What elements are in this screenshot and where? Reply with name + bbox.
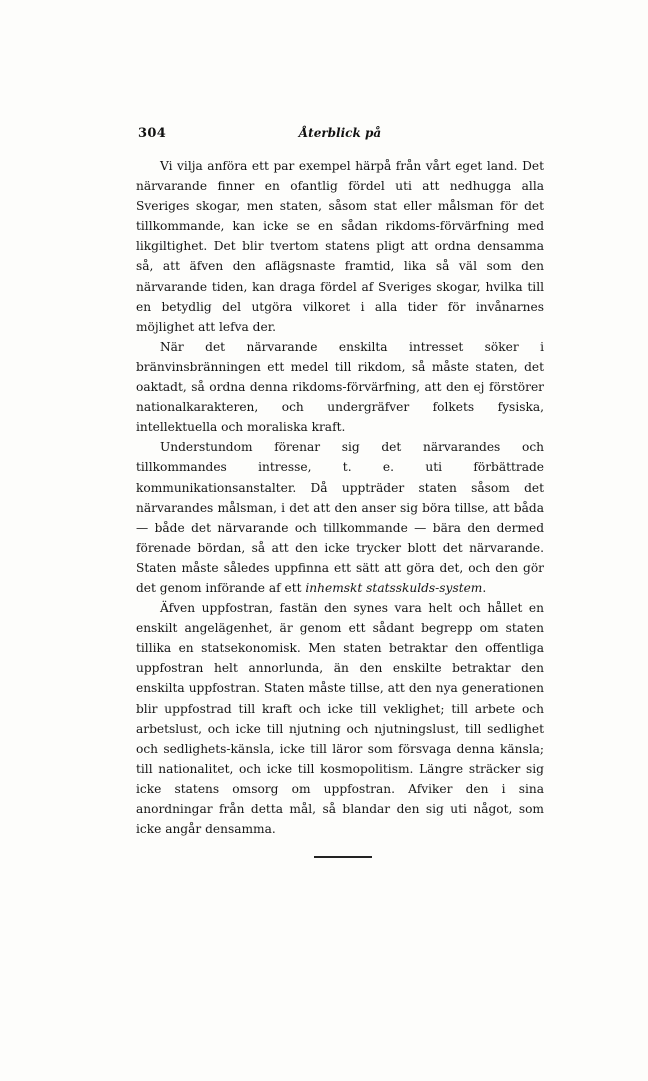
paragraph-3-text: Understundom förenar sig det närvarandes och tillkommandes intresse, t. e. uti förbättrade kommunikationsanstalter. Då uppträder staten såsom det närvarandes målsman, i det att den anser sig böra tillse, att båda — både det närvarande och tillkommande — bära den dermed förenade bördan, så att den icke trycker blott det närvarande. Staten måste således uppfinna ett sätt att göra det, och den gör det genom införande af ett [136, 440, 544, 595]
running-head: Återblick på [298, 126, 382, 140]
page-number: 304 [138, 126, 167, 141]
paragraph-3-tail: . [482, 580, 487, 595]
paragraph-2: När det närvarande enskilta intresset söker i bränvinsbränningen ett medel till rikdom, så måste staten, det oaktadt, så ordna denna rikdoms-förvärfning, att den ej förstörer nationalkarakteren, och undergräfver folkets fysiska, intellektuella och moraliska kraft. [136, 339, 544, 435]
section-end-rule [314, 856, 372, 858]
paragraph-4: Äfven uppfostran, fastän den synes vara helt och hållet en enskilt angelägenhet, är genom ett sådant begrepp om staten tillika en statsekonomisk. Men staten betraktar den offentliga uppfostran helt annorlunda, än den enskilte betraktar den enskilta uppfostran. Staten måste tillse, att den nya generationen blir uppfostrad till kraft och icke till veklighet; till arbete och arbetslust, och icke till njutning och njutningslust, till sedlighet och sedlighets-känsla, icke till läror som försvaga denna känsla; till nationalitet, och icke till kosmopolitism. Längre sträcker sig icke statens omsorg om uppfostran. Afviker den i sina anordningar från detta mål, så blandar den sig uti något, som icke angår densamma. [136, 601, 544, 837]
body-text [136, 156, 544, 839]
paragraph-3 [136, 437, 544, 598]
paragraph-1: Vi vilja anföra ett par exempel härpå från vårt eget land. Det närvarande finner en ofantlig fördel uti att nedhugga alla Sveriges skogar, men staten, såsom stat eller målsman för det tillkommande, kan icke se en sådan rikdoms-förvärfning med likgiltighet. Det blir tvertom statens pligt att ordna densamma så, att äfven den aflägsnaste framtid, lika så väl som den närvarande tiden, kan draga fördel af Sveriges skogar, hvilka till en betydlig del utgöra vilkoret i alla tider för invånarnes möjlighet att lefva der. [136, 159, 544, 334]
paragraph-3-emphasis: inhemskt statsskulds-system [305, 580, 483, 595]
page-header [132, 126, 548, 146]
